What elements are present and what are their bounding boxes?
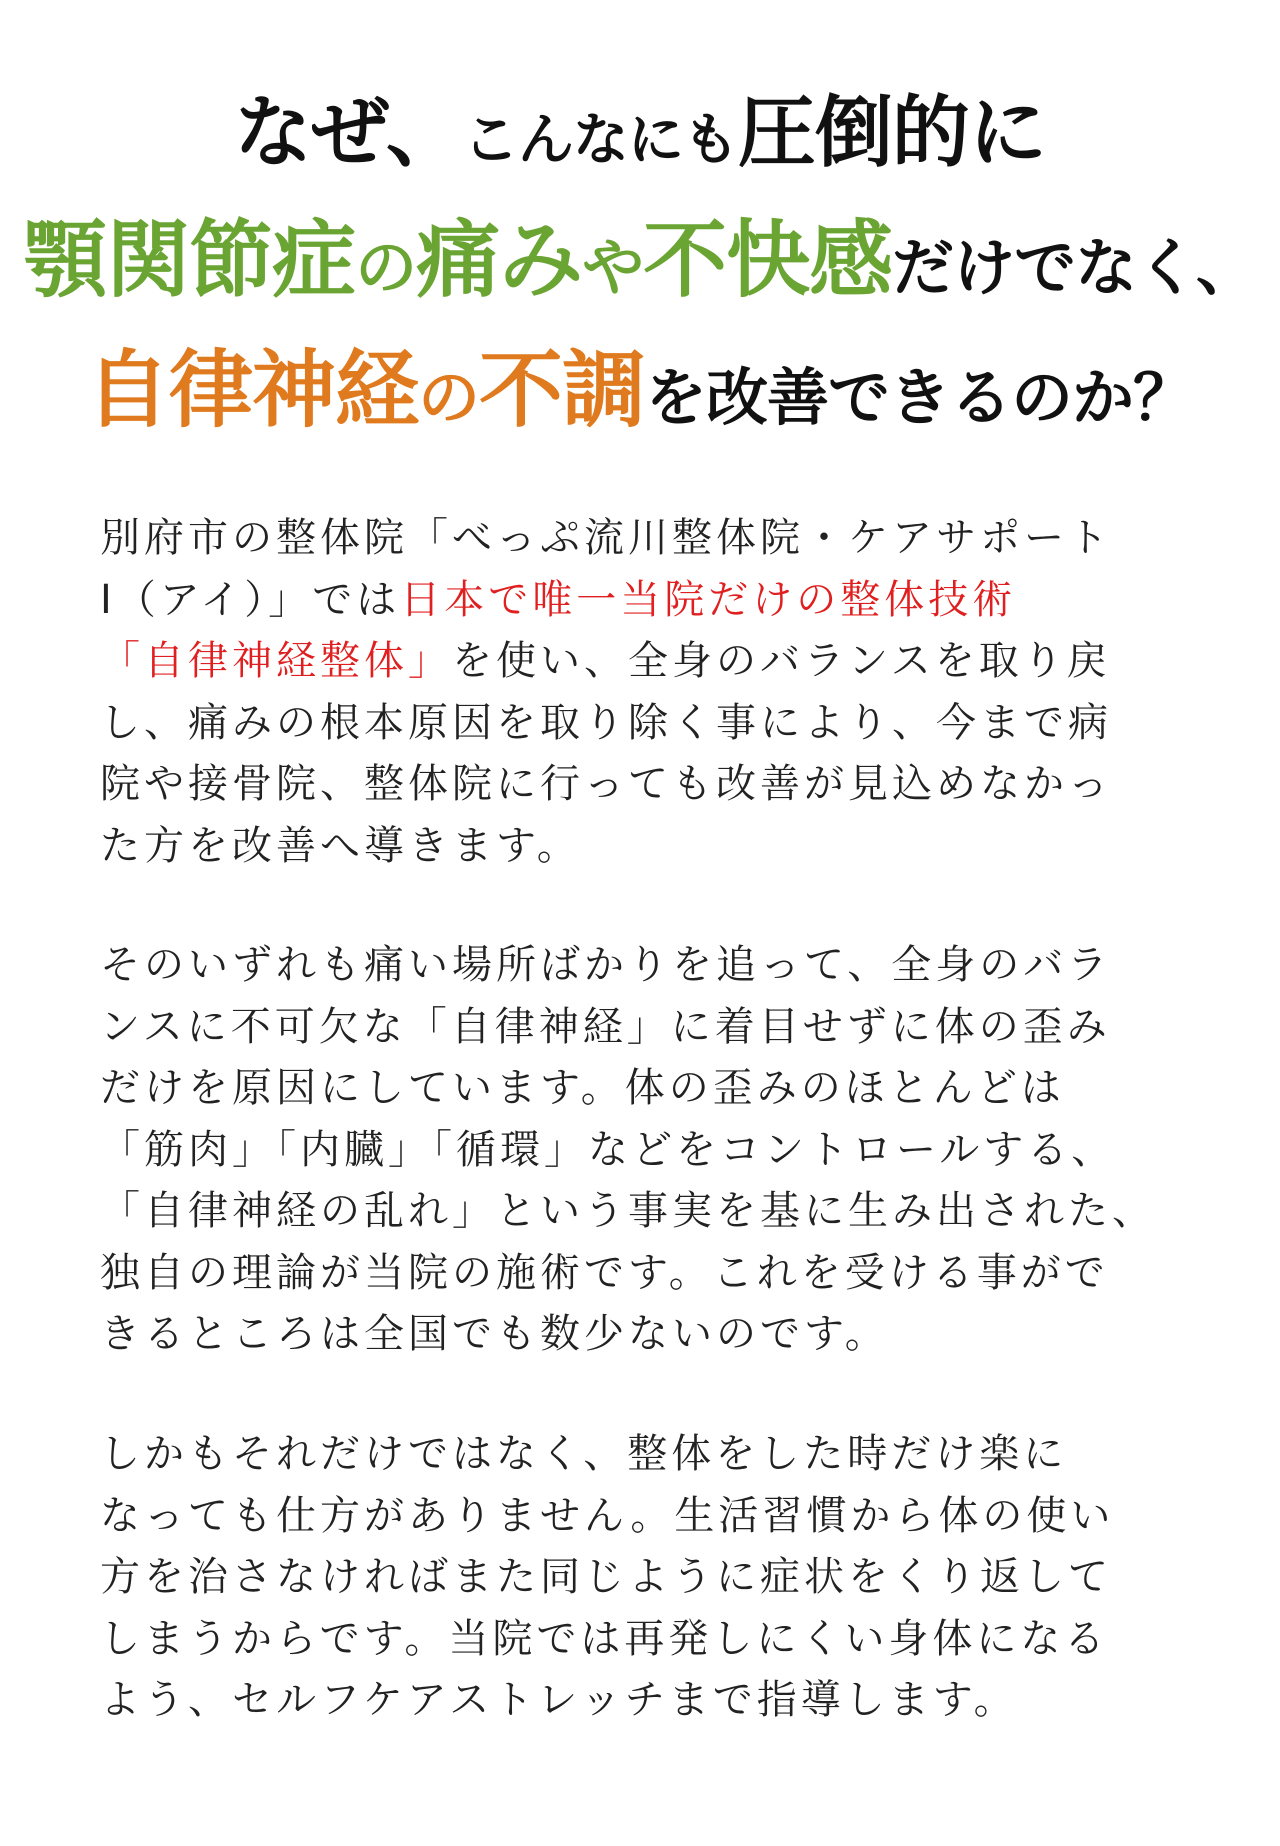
paragraph-2-line-1: そのいずれも痛い場所ばかりを追って、全身のバラ <box>100 942 1112 988</box>
paragraph-3-line-1: しかもそれだけではなく、整体をした時だけ楽に <box>100 1431 1068 1477</box>
paragraph-1-line-6: た方を改善へ導きます。 <box>100 822 581 869</box>
paragraph-1 <box>100 508 1190 877</box>
headline-no-1: の <box>355 231 417 304</box>
paragraph-1-line-5: 院や接骨院、整体院に行っても改善が見込めなかっ <box>100 761 1112 807</box>
autonomic-seitai-highlight: 「自律神経整体」 <box>100 638 452 684</box>
headline-discomfort: 不快感 <box>643 210 893 309</box>
paragraph-3-line-3: 方を治さなければまた同じように症状をくり返して <box>100 1554 1112 1600</box>
paragraph-2-line-4: 「筋肉」「内臓」「循環」などをコントロールする、 <box>100 1126 1116 1173</box>
headline-line-2 <box>0 210 1280 310</box>
paragraph-1-line-1: 別府市の整体院「べっぷ流川整体院・ケアサポート <box>100 515 1112 561</box>
paragraph-1-line-2 <box>100 570 1190 632</box>
headline-overwhelmingly: 圧倒的に <box>737 87 1046 178</box>
headline-not-only: だけでなく、 <box>892 231 1257 304</box>
headline-this-much: こんなにも <box>462 107 738 173</box>
paragraph-2-line-7: きるところは全国でも数少ないのです。 <box>100 1311 889 1357</box>
paragraph-1-line-2-text: I（アイ）」では <box>100 576 401 623</box>
paragraph-3-line-4: しまうからです。当院では再発しにくい身体になる <box>100 1615 1109 1662</box>
unique-technique-highlight: 日本で唯一当院だけの整体技術 <box>400 576 1017 623</box>
paragraph-3-line-5: よう、セルフケアストレッチまで指導します。 <box>100 1677 1018 1723</box>
headline-line-1 <box>0 88 1280 178</box>
paragraph-2 <box>100 935 1190 1366</box>
paragraph-2-line-5: 「自律神経の乱れ」という事実を基に生み出された、 <box>100 1188 1156 1234</box>
headline-autonomic-nerves: 自律神経 <box>85 340 418 439</box>
headline-ya: や <box>582 231 644 304</box>
paragraph-3 <box>100 1424 1190 1732</box>
paragraph-1-line-3 <box>100 631 1190 693</box>
headline-no-2: の <box>417 361 479 434</box>
headline-pain: 痛み <box>416 210 583 309</box>
headline-tmj: 顎関節症 <box>23 210 356 309</box>
headline-can-improve: を改善できるのか？ <box>645 361 1195 434</box>
paragraph-2-line-6: 独自の理論が当院の施術です。これを受ける事がで <box>100 1249 1109 1296</box>
paragraph-2-line-3: だけを原因にしています。体の歪みのほとんどは <box>100 1065 1065 1111</box>
paragraph-1-line-3-text: を使い、全身のバランスを取り戻 <box>452 638 1111 684</box>
paragraph-2-line-2: ンスに不可欠な「自律神経」に着目せずに体の歪み <box>100 1003 1111 1050</box>
headline-disorder: 不調 <box>479 340 646 439</box>
headline-why: なぜ、 <box>234 87 463 178</box>
paragraph-1-line-4: し、痛みの根本原因を取り除く事により、今まで病 <box>100 699 1112 746</box>
paragraph-3-line-2: なっても仕方がありません。生活習慣から体の使い <box>100 1492 1115 1539</box>
headline-line-3 <box>0 340 1280 440</box>
